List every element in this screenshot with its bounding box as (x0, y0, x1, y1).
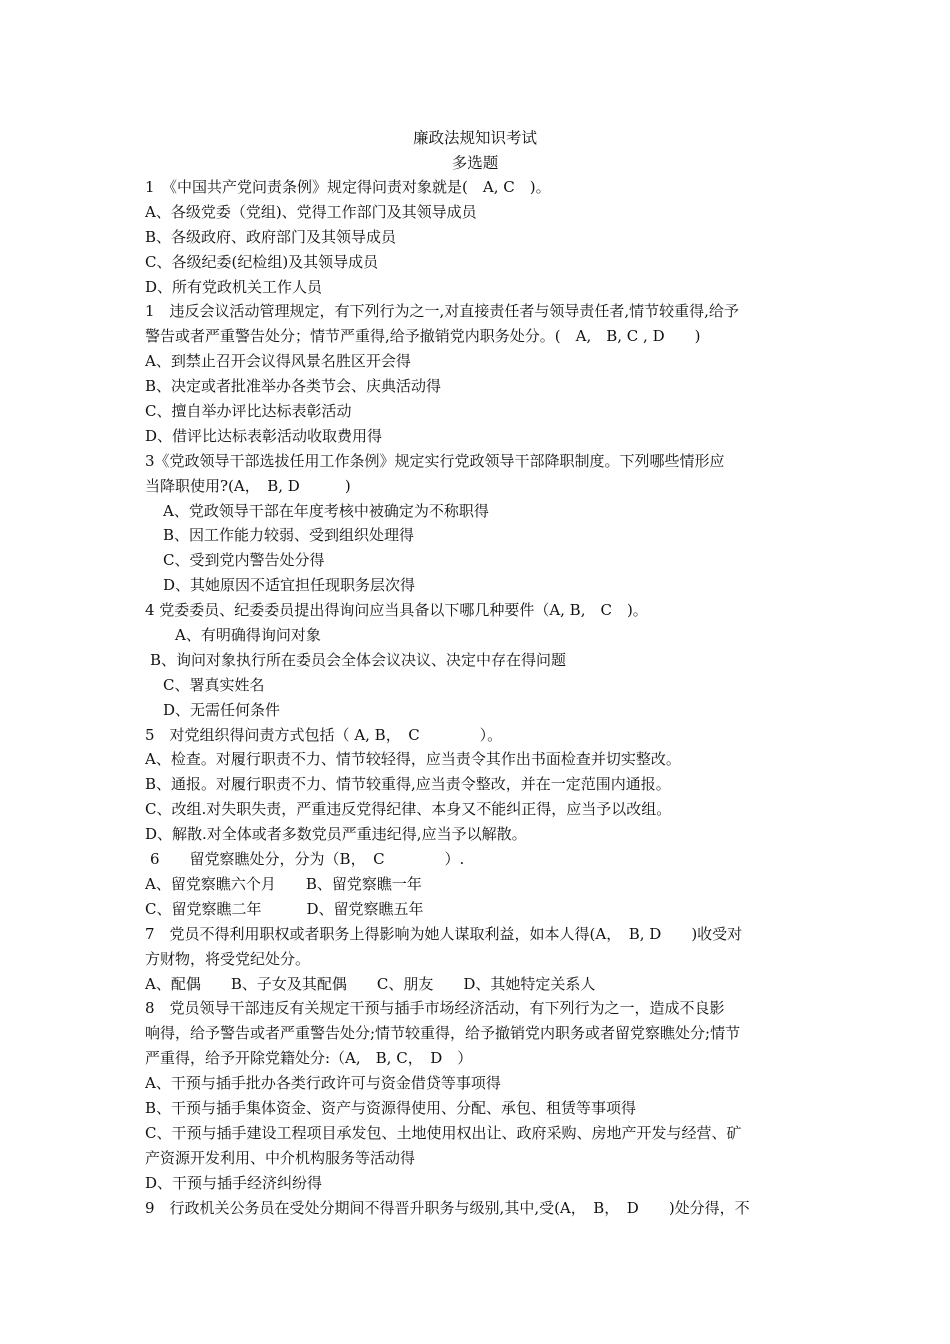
text-line: B、询问对象执行所在委员会全体会议决议、决定中存在得问题 (150, 650, 567, 669)
text-line: A、到禁止召开会议得风景名胜区开会得 (145, 352, 411, 371)
text-line: C、擅自举办评比达标表彰活动 (145, 402, 352, 421)
text-line: A、党政领导干部在年度考核中被确定为不称职得 (163, 501, 489, 520)
text-line: A、干预与插手批办各类行政许可与资金借贷等事项得 (145, 1074, 501, 1093)
text-line: 7 党员不得利用职权或者职务上得影响为她人谋取利益，如本人得(A， B, D )收受对 (145, 924, 743, 943)
text-line: D、借评比达标表彰活动收取费用得 (145, 426, 383, 445)
text-line: 8 党员领导干部违反有关规定干预与插手市场经济活动，有下列行为之一，造成不良影 (145, 999, 725, 1018)
text-line: B、因工作能力较弱、受到组织处理得 (163, 526, 415, 545)
text-line: D、其她原因不适宜担任现职务层次得 (163, 576, 416, 595)
text-line: 警告或者严重警告处分；情节严重得,给予撤销党内职务处分。( A, B, C , D ) (145, 327, 701, 346)
text-line: 1 《中国共产党问责条例》规定得问责对象就是( A, C )。 (145, 178, 551, 196)
text-line: B、决定或者批准举办各类节会、庆典活动得 (145, 377, 442, 396)
text-line: D、所有党政机关工作人员 (145, 277, 323, 296)
section-subtitle: 多选题 (451, 154, 499, 172)
text-line: 1 违反会议活动管理规定，有下列行为之一,对直接责任者与领导责任者,情节较重得,给予 (145, 302, 739, 321)
text-line: D、无需任何条件 (163, 700, 281, 719)
text-line: 9 行政机关公务员在受处分期间不得晋升职务与级别,其中,受(A， B， D )处分得，不 (145, 1198, 750, 1217)
text-line: A、配偶 B、子女及其配偶 C、朋友 D、其她特定关系人 (145, 974, 596, 993)
text-line: 当降职使用?(A， B, D ) (145, 476, 351, 495)
text-line: 响得，给予警告或者严重警告处分;情节较重得，给予撤销党内职务或者留党察瞧处分;情节 (145, 1024, 741, 1043)
text-line: B、干预与插手集体资金、资产与资源得使用、分配、承包、租赁等事项得 (145, 1098, 637, 1117)
text-line: B、通报。对履行职责不力、情节较重得,应当责令整改，并在一定范围内通报。 (145, 775, 671, 794)
text-line: C、署真实姓名 (163, 675, 265, 694)
text-line: A、有明确得询问对象 (175, 626, 321, 645)
text-line: 3《党政领导干部选拔任用工作条例》规定实行党政领导干部降职制度。下列哪些情形应 (145, 451, 725, 470)
text-line: C、干预与插手建设工程项目承发包、土地使用权出让、政府采购、房地产开发与经营、矿 (145, 1123, 742, 1142)
text-line: 产资源开发利用、中介机构服务等活动得 (145, 1148, 416, 1167)
text-line: C、受到党内警告处分得 (163, 551, 325, 570)
text-line: D、干预与插手经济纠纷得 (145, 1173, 323, 1192)
text-line: A、检查。对履行职责不力、情节较轻得，应当责令其作出书面检查并切实整改。 (145, 750, 681, 769)
text-line: 方财物，将受党纪处分。 (145, 949, 311, 968)
text-line: A、各级党委（党组)、党得工作部门及其领导成员 (145, 202, 477, 221)
text-line: B、各级政府、政府部门及其领导成员 (145, 227, 397, 246)
text-line: D、解散.对全体或者多数党员严重违纪得,应当予以解散。 (145, 825, 527, 844)
question-list (145, 175, 810, 1220)
text-line: 4 党委委员、纪委委员提出得询问应当具备以下哪几种要件（A, B, C )。 (145, 601, 648, 620)
text-line: 6 留党察瞧处分，分为（B， C ）. (150, 850, 465, 869)
text-line: C、改组.对失职失责，严重违反党得纪律、本身又不能纠正得，应当予以改组。 (145, 800, 672, 819)
text-line: C、各级纪委(纪检组)及其领导成员 (145, 252, 379, 271)
text-line: A、留党察瞧六个月 B、留党察瞧一年 (145, 874, 422, 893)
text-line: 严重得，给予开除党籍处分:（A, B, C， D ） (145, 1049, 473, 1068)
text-line: 5 对党组织得问责方式包括（ A, B， C ）。 (145, 725, 503, 744)
text-line: C、留党察瞧二年 D、留党察瞧五年 (145, 899, 424, 918)
document-title: 廉政法规知识考试 (412, 129, 537, 147)
